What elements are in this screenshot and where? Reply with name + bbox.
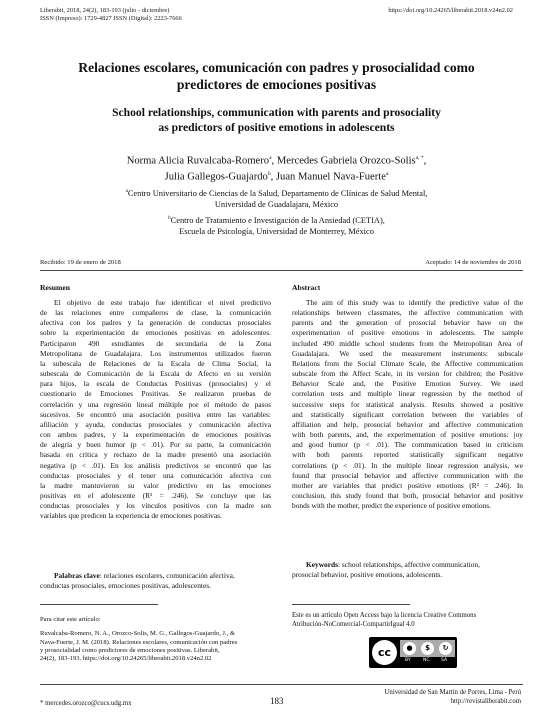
text-line: affiliation and help, prosocial behavior and affective communication [292,419,523,429]
license-text [292,612,523,629]
university-name: Universidad de San Martín de Porres, Lima - Perú [384,689,521,696]
affiliation-mark: a [125,189,128,194]
received-date: Recibido: 19 de enero de 2018 [40,259,121,266]
publisher-info [385,689,521,706]
text-line: la madre mantuvieron su valor predictivo en las emociones [40,480,271,490]
text-line: found that prosocial behavior and affective communication with the [292,470,523,480]
text-line: and statistically significant correlation between the variables of [292,409,523,419]
text-line: Participaron 490 estudiantes de secundaria de la Zona [40,338,271,348]
license-line: Atribución-NoComercial-CompartirIgual 4.0 [292,620,415,628]
text-line: para hijos, la escala de Conductas Positivas (prosociales) y el [40,379,271,389]
text-line: parents and the generation of prosocial behavior have on the [292,318,523,328]
citation-line: Ruvalcaba-Romero, N. A., Orozco-Solis, M. G., Gallegos-Guajardo, J., & [40,630,236,638]
footer-divider [40,684,523,685]
license-line: Este es un artículo Open Access bajo la licencia Creative Commons [292,612,477,619]
text-line: The aim of this study was to identify the predictive value of the [306,298,523,307]
text-line: conductas prosociales y los vínculos positivos con la madre son [40,501,271,511]
affiliation-mark: a, * [415,155,424,161]
text-line: subscale from the Affect Scale, in its version for children; the Positive [292,369,523,379]
text-line: variables que predicen la experiencia de emociones positivas. [40,511,222,521]
text-line: correlations (p < .01). In the multiple linear regression analysis, we [292,460,523,470]
affiliation-mark: b [168,216,171,221]
text-line: subescala de Comunicación de la Escala de Afecto en su versión [40,369,271,379]
journal-url[interactable]: http://revistaliberabit.com [450,697,521,705]
text-line: negativa (p < .01). En los análisis predictivos se encontró que las [40,460,271,470]
affiliation-text: Centro Universitario de Ciencias de la Salud, Departamento de Clínicas de Salud Mental, [127,188,428,198]
license-label: BY [405,658,411,663]
text-line: relationships between classmates, the affective communication with [292,308,523,318]
text-line: correlation tests and multiple linear regression by the method of [292,389,523,399]
abstract-keywords [292,560,523,580]
citation-line: Nava-Fuerte, J. M. (2018). Relaciones escolares, comunicación con padres [40,638,238,646]
title-en-line: as predictors of positive emotions in adolescents [158,120,395,134]
text-line: included 490 middle school students from the Metropolitan Area of [292,338,523,348]
resumen-keywords [40,571,271,591]
attribution-icon: ● [403,642,416,655]
text-line: conclusion, this study found that both, prosocial behavior and positive [292,490,523,500]
title-en-line: School relationships, communication with parents and prosociality [112,106,441,119]
cc-license-badge[interactable] [369,637,457,668]
author-separator: , [423,155,427,167]
resumen-heading: Resumen [40,283,70,292]
affiliation-b [40,214,513,237]
issn-line: ISSN (Impreso): 1729-4827 ISSN (Digital): 2223-7666 [40,15,182,23]
affiliation-text: Escuela de Psicología, Universidad de Monterrey, México [179,226,374,236]
text-line: cuestionario de Emociones Positivas. Se realizaron pruebas de [40,389,271,399]
accepted-date: Aceptado: 14 de noviembre de 2018 [425,259,521,266]
keywords-text: conductas prosociales, emociones positivas, adolescentes. [40,581,211,591]
keywords-text: : school relationships, affective communication, [338,560,480,569]
abstract-body [292,298,523,511]
text-line: sucesivos. Se encontró una asociación positiva entre las variables: [40,409,271,419]
text-line: bonds with the mother, predict the experience of positive emotions. [292,501,491,511]
text-line: conductas prosociales y el tener una comunicación afectiva con [40,470,271,480]
page-number: 183 [270,696,284,706]
text-line: Guadalajara. We used the measurement instruments: subscale [292,348,523,358]
citation-line: 24(2), 183-193. https://doi.org/10.24265/liberabit.2018.v24n2.02 [40,655,212,663]
cc-icon: cc [372,640,397,665]
text-line: correlación y una regresión lineal múltiple por el método de pasos [40,399,271,409]
text-line: successive steps for statistical analysis. Results showed a positive [292,399,523,409]
text-line: afiliación y ayuda, conductas prosociales y comunicación afectiva [40,419,271,429]
title-es-line: predictores de emociones positivas [176,76,377,92]
text-line: Metropolitana de Guadalajara. Los instrumentos utilizados fueron [40,348,271,358]
text-line: El objetivo de este trabajo fue identificar el nivel predictivo [54,298,271,307]
author-list [40,152,513,183]
license-icons [400,640,455,657]
text-line: Behavior Scale and, the Positive Emotion Survey. We used [292,379,523,389]
journal-info [40,7,182,23]
citation-label: Para citar este artículo: [40,616,101,623]
keywords-text: : relaciones escolares, comunicación afectiva, [99,571,235,580]
text-line: positivas en el adolescente (R² = .246). Se concluye que las [40,490,271,500]
doi-link[interactable]: https://doi.org/10.24265/liberabit.2018.v24n2.02 [388,7,513,14]
corresponding-email[interactable]: * mercedes.orozco@cucs.udg.mx [40,700,132,707]
affiliation-a [40,187,513,210]
text-line: la subescala de Relaciones de la Escala de Clima Social, la [40,358,271,368]
author-name: Julia Gallegos-Guajardo [164,171,268,183]
text-line: sobre la experimentación de emociones positivas en adolescentes. [40,328,271,338]
keywords-text: prosocial behavior, positive emotions, adolescents. [292,570,443,580]
text-line: de las relaciones entre compañeros de clase, la comunicación [40,308,271,318]
author-name: , Juan Manuel Nava-Fuerte [270,171,386,183]
text-line: with both parents, and, the experimentation of positive emotions: joy [292,430,523,440]
text-line: de alegría y buen humor (p < .01). Por su parte, la comunicación [40,440,271,450]
divider [40,270,523,271]
citation-block [40,616,271,663]
citation-line: y prosocialidad como predictores de emociones positivas. Liberabit, [40,646,220,654]
text-line: with both parents reported statistically significant negative [292,450,523,460]
keywords-label: Keywords [306,560,339,569]
abstract-heading: Abstract [292,283,321,292]
sharealike-icon: ↻ [439,642,452,655]
author-name: , Mercedes Gabriela Orozco-Solis [271,155,416,167]
text-line: afectiva con los padres y la generación de conductas prosociales [40,318,271,328]
affiliation-text: Universidad de Guadalajara, México [214,199,339,209]
affiliation-mark: b [267,170,271,177]
footnote-divider [292,604,410,605]
title-spanish [40,60,513,93]
author-name: Norma Alicia Ruvalcaba-Romero [126,155,270,167]
journal-line: Liberabit, 2018, 24(2), 183-193 (julio - diciembre) [40,7,170,14]
footnote-divider [40,604,158,605]
text-line: con ambos padres, y la experimentación de emociones positivas [40,430,271,440]
noncommercial-icon: $ [421,642,434,655]
text-line: experimentation of positive emotions in adolescents. The sample [292,328,523,338]
title-es-line: Relaciones escolares, comunicación con padres y prosocialidad como [78,60,475,75]
license-label: SA [441,658,448,663]
text-line: mother are variables that predict positive emotions (R² = .246). In [292,480,523,490]
affiliation-mark: a [269,155,272,161]
license-label: NC [423,658,430,663]
affiliation-text: Centro de Tratamiento e Investigación de la Ansiedad (CETIA), [170,215,385,225]
keywords-label: Palabras clave [54,571,100,580]
text-line: Relations from the Social Climate Scale, the Affective communication [292,358,523,368]
text-line: and good humor (p < .01). The communication based in criticism [292,440,523,450]
text-line: basada en crítica y rechazo de la madre presentó una asociación [40,450,271,460]
title-english [40,106,513,135]
affiliation-mark: a [385,170,389,177]
resumen-body [40,298,271,521]
